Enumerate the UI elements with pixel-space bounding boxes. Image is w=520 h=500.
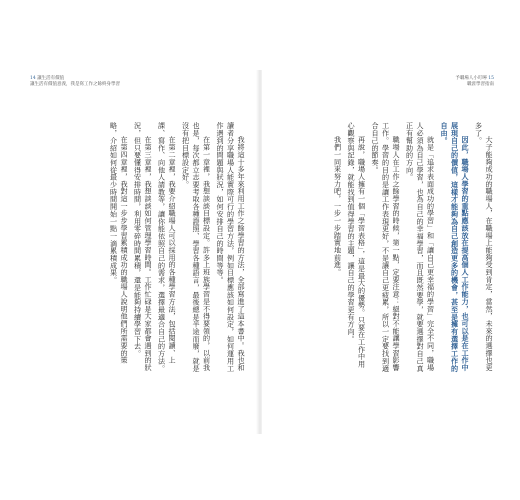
left-running-subtitle: 讓生活有價值意義，我是寫工作之餘終身學習 xyxy=(30,82,120,87)
right-page xyxy=(262,70,504,434)
right-highlighted-paragraph: 因此，職場人學習的重點應該放在提高個人工作能力，也可以是在工作中展現自己的價值，這樣才能夠為自己創造更多的機會，甚至是擁有選擇工作的自由。 xyxy=(440,122,470,372)
right-page-body xyxy=(268,122,494,374)
right-page-header xyxy=(455,76,494,88)
book-spread xyxy=(16,70,504,434)
right-paragraph: 職場人在工作之餘學習的時候，第一點，定要注意：絕對不能讓學習影響工作。學習的目的是讓工作表現更好，不是讓自己更疲累，所以一定要找到適合自己的節奏。 xyxy=(371,122,401,372)
right-paragraph: 就是「追求表面成功的學習」和「讓自己更幸福的學習」完全不同，職場人必須為自己學習，也為自己的幸福學習，而且既然要學，就要選擇對自己真正有幫助的方向。 xyxy=(405,122,436,372)
left-paragraph: 我將這十多年來利用工作之餘學習的方法，全部寫進了這本書中。我也和讀者分享職場人能實際可行的學習方法，例如目標應該如何設定，如何運用工作遇到的問題與狀況，如何安排自己的時間等等。 xyxy=(216,122,246,372)
right-page-number: 15 xyxy=(488,76,494,81)
right-paragraph: 再說，職場人擁有一個「學習表格」，這是最大的優勢。只要在工作中用心觀察與記錄，就能找到值得學習的主題，讓自己的學習更有方向。 xyxy=(347,122,367,368)
left-paragraph: 在第四章裡，我對這一步步學習累積成功的職場人說明他們所需要的策略，介紹如何從最少時間開始一點一滴累積成果。 xyxy=(109,122,129,365)
left-page-header xyxy=(30,76,120,88)
left-chapter-title: 讓生活有價值 xyxy=(37,76,65,81)
right-running-subtitle: 職涯學習指南 xyxy=(467,82,494,87)
right-paragraph: 我們一同來努力吧，一步一步踏實地前進。 xyxy=(333,136,343,276)
left-page-body xyxy=(20,122,246,374)
left-page-number: 14 xyxy=(30,76,36,81)
left-paragraph: 在第一章裡，我想談談目標設定。許多上班族學習是不得要領的，以前我也是，每次都立志要考取各種證照、學習各種語言，最後總是半途而廢，就是沒有把目標設定好。 xyxy=(181,122,212,372)
right-chapter-label: 予職場人小叮嚀 xyxy=(455,76,487,81)
left-paragraph: 在第三章裡，我想談談如何管理學習時間。工作忙碌是大家都會遇到的狀況，但只要懂得安排時間，利用零碎時間累積，還是能夠持續學習下去。 xyxy=(133,122,153,372)
right-paragraph: 大子能夠成功的職場人，在職場上能夠受到肯定，當然，未來的選擇也更多了。 xyxy=(474,122,494,372)
left-paragraph: 在第二章裡，我要介紹職場人可以採用的各種學習方法，包括閱讀、上課、寫作、向他人請教等，讓你能依照自己的需求，選擇最適合自己的方法。 xyxy=(157,122,177,372)
left-page xyxy=(16,70,258,434)
